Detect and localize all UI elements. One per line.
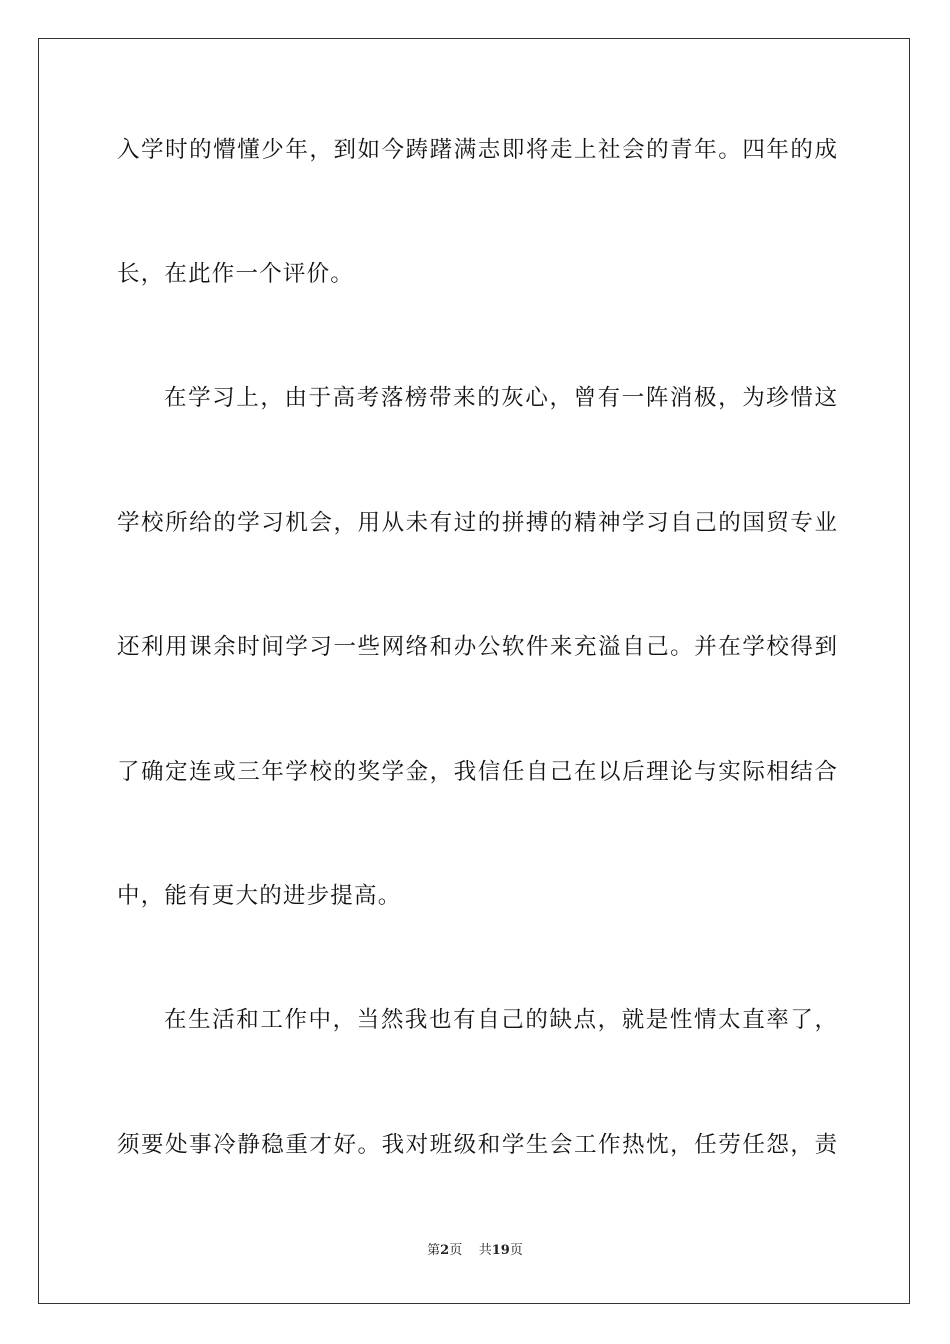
page-footer <box>0 1243 950 1259</box>
text-line: 须要处事冷静稳重才好。我对班级和学生会工作热忱，任劳任怨，责 <box>117 1132 837 1158</box>
text-line: 长，在此作一个评价。 <box>117 261 355 287</box>
text-line: 在学习上，由于高考落榜带来的灰心，曾有一阵消极，为珍惜这 <box>164 385 837 411</box>
text-line: 了确定连或三年学校的奖学金，我信任自己在以后理论与实际相结合 <box>117 759 837 785</box>
total-pages: 19 <box>491 1243 510 1258</box>
total-prefix: 共 <box>478 1243 492 1258</box>
text-line: 中，能有更大的进步提高。 <box>117 883 402 909</box>
page-number: 2 <box>440 1243 450 1258</box>
total-suffix: 页 <box>509 1243 523 1258</box>
text-line: 入学时的懵懂少年，到如今踌躇满志即将走上社会的青年。四年的成 <box>117 137 837 163</box>
text-line: 学校所给的学习机会，用从未有过的拼搏的精神学习自己的国贸专业 <box>117 510 837 536</box>
page-prefix: 第 <box>427 1243 441 1258</box>
text-line: 还利用课余时间学习一些网络和办公软件来充溢自己。并在学校得到 <box>117 634 837 660</box>
text-line: 在生活和工作中，当然我也有自己的缺点，就是性情太直率了， <box>164 1007 837 1033</box>
page-border <box>38 38 910 1304</box>
page-suffix: 页 <box>449 1243 463 1258</box>
